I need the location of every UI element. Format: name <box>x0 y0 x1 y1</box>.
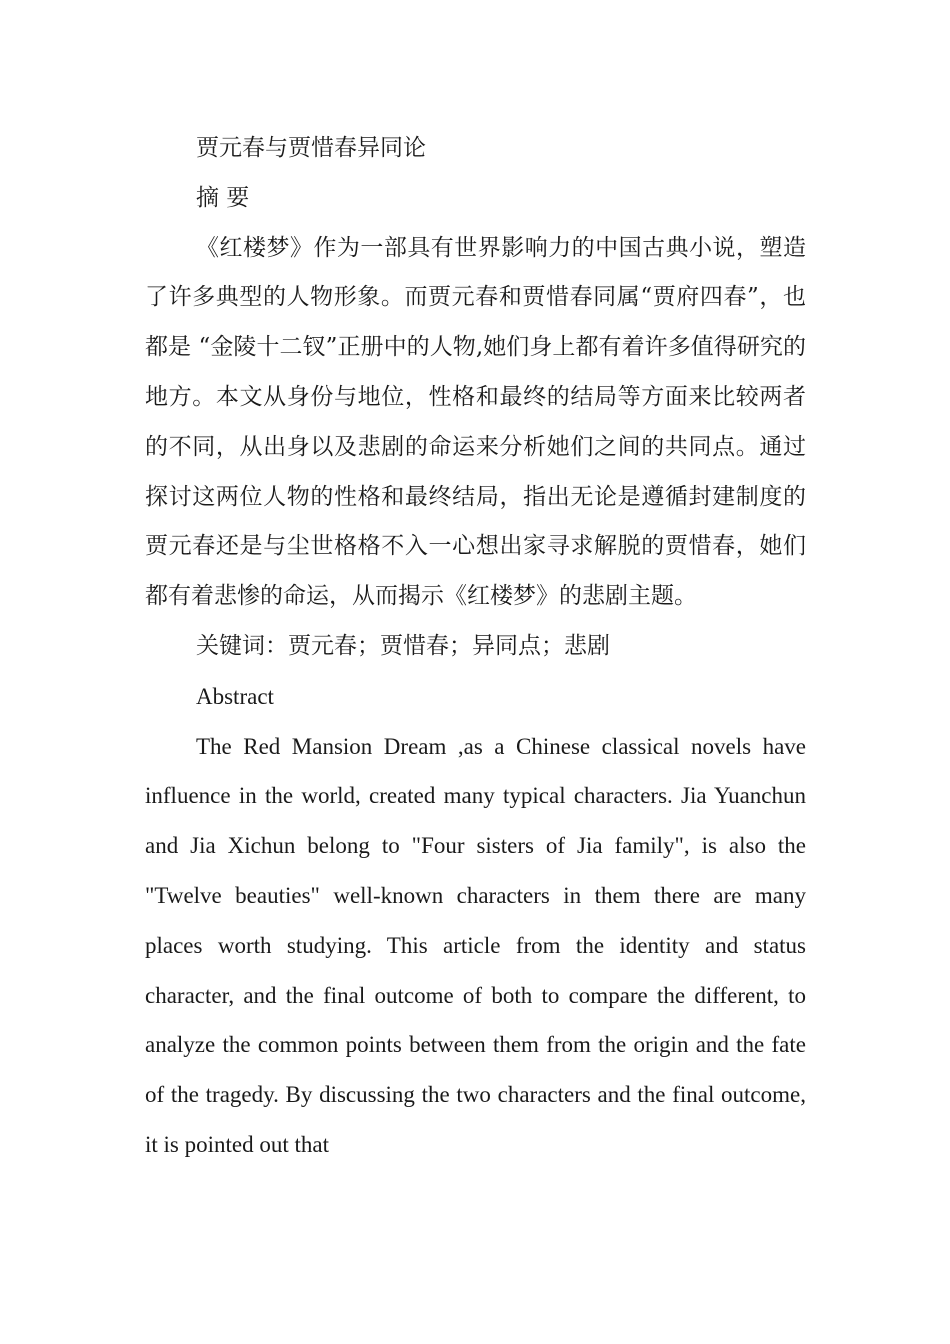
abstract-cn-paragraph: 《红楼梦》作为一部具有世界影响力的中国古典小说，塑造了许多典型的人物形象。而贾元春和贾惜春同属“贾府四春”，也都是 “金陵十二钗”正册中的人物,她们身上都有着许多值得研究的地方。本文从身份与地位，性格和最终的结局等方面来比较两者的不同，从出身以及悲剧的命运来分析她们之间的共同点。通过探讨这两位人物的性格和最终结局，指出无论是遵循封建制度的贾元春还是与尘世格格不入一心想出家寻求解脱的贾惜春，她们都有着悲惨的命运，从而揭示《红楼梦》的悲剧主题。 <box>145 234 806 610</box>
paper-title: 贾元春与贾惜春异同论 <box>196 135 426 161</box>
abstract-cn-heading: 摘 要 <box>196 184 250 211</box>
document-body <box>145 124 806 1170</box>
keywords-cn: 关键词：贾元春；贾惜春；异同点；悲剧 <box>196 632 610 659</box>
abstract-en-heading: Abstract <box>196 683 274 709</box>
abstract-en-paragraph: The Red Mansion Dream ,as a Chinese classical novels have influence in the world, created many typical characters. Jia Yuanchun and Jia Xichun belong to "Four sisters of Jia family", is also the "Twelve beauties" well-known characters in them there are many places worth studying. This article from the identity and status character, and the final outcome of both to compare the different, to analyze the common points between them from the origin and the fate of the tragedy. By discussing the two characters and the final outcome, it is pointed out that <box>145 733 806 1157</box>
